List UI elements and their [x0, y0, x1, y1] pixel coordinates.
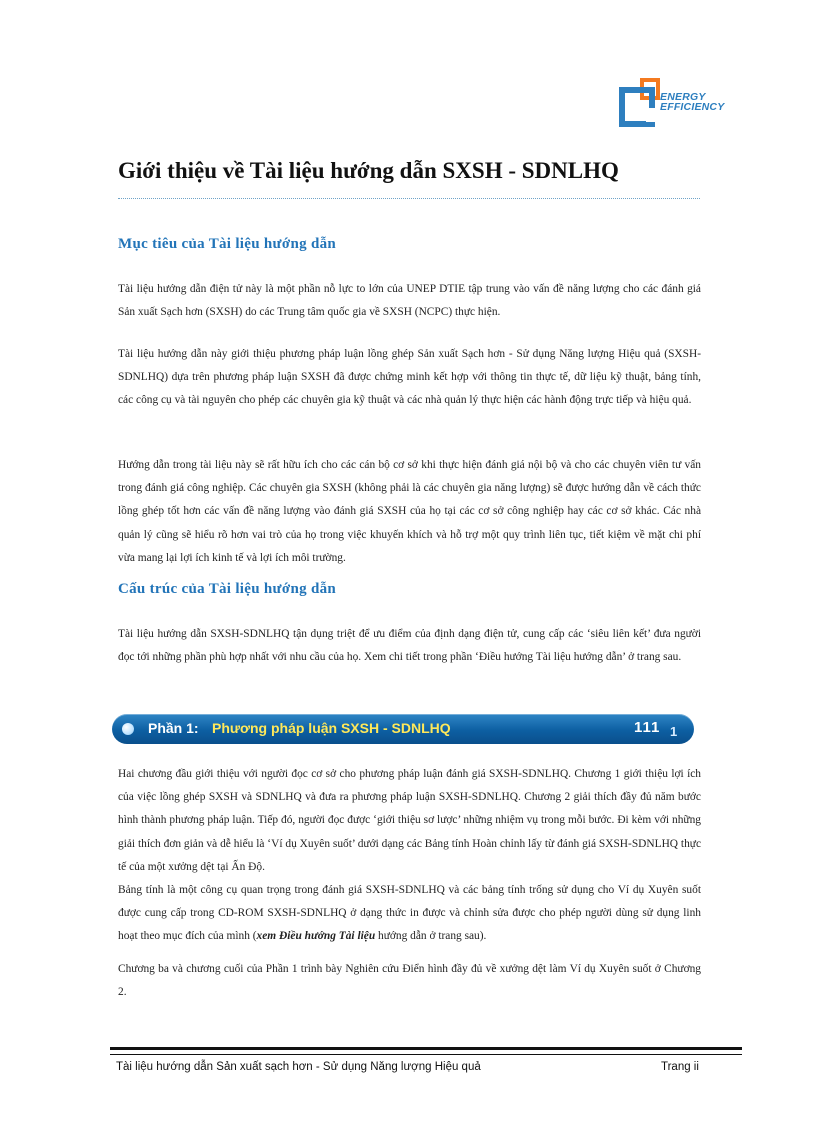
navigation-link[interactable]: xem Điều hướng Tài liệu: [256, 930, 376, 943]
banner-part-name: Phương pháp luận SXSH - SDNLHQ: [212, 720, 451, 736]
paragraph: Tài liệu hướng dẫn này giới thiệu phương pháp luận lồng ghép Sản xuất Sạch hơn - Sử dụng Năng lượng Hiệu quả (SXSH-SDNLHQ) dựa trên phương pháp luận SXSH đã được chứng minh kết hợp với thông tin thực tế, dữ liệu kỹ thuật, bảng tính, các công cụ và tài nguyên cho phép các chuyên gia kỹ thuật và các nhà quản lý thực hiện các hành động trực tiếp và hiệu quả.: [118, 348, 701, 407]
part-1-banner[interactable]: [112, 714, 694, 744]
page-title: Giới thiệu về Tài liệu hướng dẫn SXSH - SDNLHQ: [118, 158, 619, 183]
paragraph: [118, 879, 701, 949]
logo-text: [660, 92, 724, 112]
page-number: Trang ii: [661, 1061, 699, 1073]
banner-sub-number: 1: [670, 724, 678, 739]
paragraph: Hướng dẫn trong tài liệu này sẽ rất hữu ích cho các cán bộ cơ sở khi thực hiện đánh giá nội bộ và cho các chuyên viên tư vấn trong đánh giá công nghiệp. Các chuyên gia SXSH (không phải là các chuyên gia năng lượng) sẽ được hướng dẫn về cách thức lồng ghép tốt hơn các vấn đề năng lượng vào đánh giá SXSH của họ tại các cơ sở công nghiệp hay các cơ sở khác. Các nhà quản lý cũng sẽ hiểu rõ hơn vai trò của họ trong việc khuyến khích và hỗ trợ một quy trình liên tục, tiết kiệm về mặt chi phí vừa mang lại lợi ích kinh tế và lợi ích môi trường.: [118, 459, 701, 564]
paragraph: Hai chương đầu giới thiệu với người đọc cơ sở cho phương pháp luận đánh giá SXSH-SDNLHQ. Chương 1 giới thiệu lợi ích của việc lồng ghép SXSH và SDNLHQ và đưa ra phương pháp luận SXSH-SDNLHQ. Chương 2 giải thích đầy đủ năm bước hình thành phương pháp luận. Tiếp đó, người đọc được ‘giới thiệu sơ lược’ những nhiệm vụ trong mỗi bước. Đi kèm với những giải thích đơn giản và dễ hiểu là ‘Ví dụ Xuyên suốt’ dưới dạng các Bảng tính Hoàn chỉnh lấy từ đánh giá SXSH-SDNLHQ thực tế của một xưởng dệt tại Ấn Độ.: [118, 768, 701, 873]
bullet-icon: [122, 723, 134, 735]
footer-divider: [110, 1047, 742, 1055]
section-heading-structure: Cấu trúc của Tài liệu hướng dẫn: [118, 581, 337, 597]
paragraph-text: hướng dẫn ở trang sau).: [375, 930, 487, 943]
banner-number: 111: [634, 719, 661, 736]
footer-title: Tài liệu hướng dẫn Sản xuất sạch hơn - Sử dụng Năng lượng Hiệu quả: [116, 1061, 481, 1073]
title-divider: [118, 198, 700, 199]
logo-line-energy: ENERGY: [660, 91, 706, 103]
banner-part-label: Phần 1:: [148, 720, 199, 736]
section-heading-objective: Mục tiêu của Tài liệu hướng dẫn: [118, 236, 337, 252]
paragraph-text: Bảng tính là một công cụ quan trọng trong đánh giá SXSH-SDNLHQ và các bảng tính trống sử dụng cho Ví dụ Xuyên suốt được cung cấp trong CD-ROM SXSH-SDNLHQ ở dạng thức in được và chỉnh sửa được cho phép người dùng sử dụng linh hoạt theo mục đích của mình (: [118, 884, 701, 943]
paragraph: Tài liệu hướng dẫn SXSH-SDNLHQ tận dụng triệt để ưu điểm của định dạng điện tử, cung cấp các ‘siêu liên kết’ đưa người đọc tới những phần phù hợp nhất với nhu cầu của họ. Xem chi tiết trong phần ‘Điều hướng Tài liệu hướng dẫn’ ở trang sau.: [118, 628, 701, 664]
paragraph: Chương ba và chương cuối của Phần 1 trình bày Nghiên cứu Điển hình đầy đủ về xưởng dệt làm Ví dụ Xuyên suốt ở Chương 2.: [118, 963, 701, 999]
paragraph: Tài liệu hướng dẫn điện tử này là một phần nỗ lực to lớn của UNEP DTIE tập trung vào vấn đề năng lượng cho các đánh giá Sản xuất Sạch hơn (SXSH) do các Trung tâm quốc gia về SXSH (NCPC) thực hiện.: [118, 283, 701, 319]
logo-line-efficiency: EFFICIENCY: [660, 101, 725, 113]
